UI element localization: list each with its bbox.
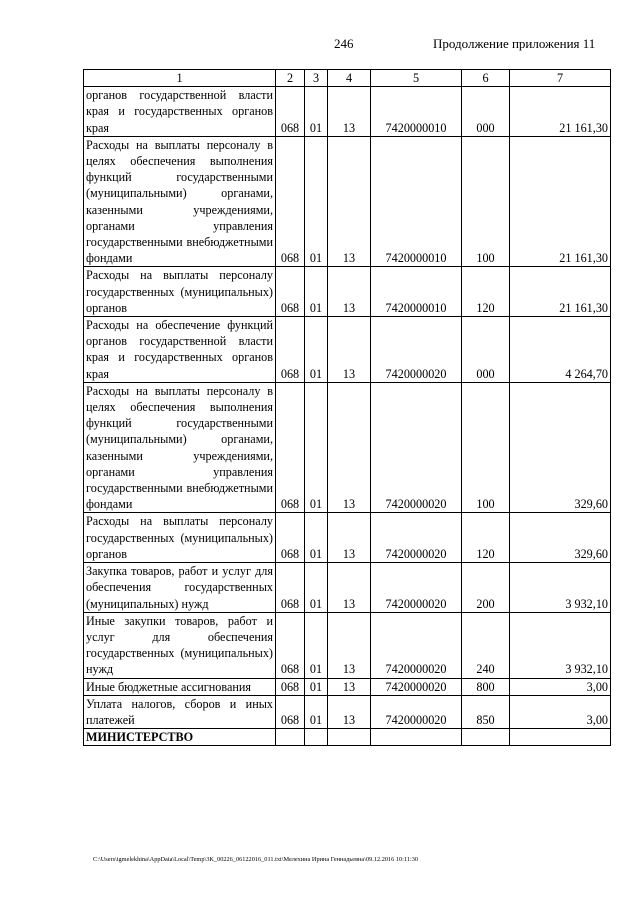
table-row xyxy=(84,136,611,267)
continuation-heading: Продолжение приложения 11 xyxy=(433,36,596,51)
page-number: 246 xyxy=(334,36,354,51)
cell-section: 01 xyxy=(305,317,328,383)
cell-section: 01 xyxy=(305,513,328,563)
cell-amount: 3 932,10 xyxy=(510,612,611,678)
cell-ministry-code: 068 xyxy=(276,136,305,267)
cell-target-article: 7420000020 xyxy=(371,563,462,613)
table-row xyxy=(84,317,611,383)
cell-expense-type: 100 xyxy=(462,382,510,513)
column-header: 2 xyxy=(276,70,305,87)
cell-ministry-code: 068 xyxy=(276,678,305,695)
cell-ministry-code: 068 xyxy=(276,695,305,728)
cell-subsection: 13 xyxy=(328,267,371,317)
column-header: 4 xyxy=(328,70,371,87)
cell-subsection: 13 xyxy=(328,513,371,563)
table-row xyxy=(84,729,611,746)
cell-empty xyxy=(305,729,328,746)
cell-subsection: 13 xyxy=(328,563,371,613)
column-header: 3 xyxy=(305,70,328,87)
row-name: Расходы на выплаты персоналу государственных (муниципальных) органов xyxy=(84,513,276,563)
budget-table xyxy=(83,69,611,746)
table-row xyxy=(84,695,611,728)
cell-subsection: 13 xyxy=(328,612,371,678)
cell-amount: 21 161,30 xyxy=(510,136,611,267)
row-name: Иные закупки товаров, работ и услуг для обеспечения государственных (муниципальных) нужд xyxy=(84,612,276,678)
table-row xyxy=(84,563,611,613)
cell-empty xyxy=(371,729,462,746)
row-name-ministry: МИНИСТЕРСТВО xyxy=(84,729,276,746)
cell-target-article: 7420000020 xyxy=(371,678,462,695)
row-name: Расходы на обеспечение функций органов государственной власти края и государственных органов края xyxy=(84,317,276,383)
cell-section: 01 xyxy=(305,678,328,695)
cell-amount: 21 161,30 xyxy=(510,267,611,317)
table-row xyxy=(84,382,611,513)
cell-subsection: 13 xyxy=(328,695,371,728)
cell-target-article: 7420000010 xyxy=(371,267,462,317)
cell-expense-type: 850 xyxy=(462,695,510,728)
cell-ministry-code: 068 xyxy=(276,267,305,317)
row-name: Расходы на выплаты персоналу государственных (муниципальных) органов xyxy=(84,267,276,317)
row-name: Расходы на выплаты персоналу в целях обеспечения выполнения функций государственными (муниципальными) органами, казенными учреждениями, органами управления государственными внебюджетными фондами xyxy=(84,382,276,513)
cell-subsection: 13 xyxy=(328,382,371,513)
cell-ministry-code: 068 xyxy=(276,87,305,137)
file-path-footer: C:\Users\igmelekhina\AppData\Local\Temp\3K_00226_06122016_011.txt\Мелехина Ирина Геннадьевна\09.12.2016 10:11:30 xyxy=(93,856,419,863)
cell-subsection: 13 xyxy=(328,87,371,137)
cell-target-article: 7420000010 xyxy=(371,136,462,267)
cell-expense-type: 000 xyxy=(462,317,510,383)
cell-ministry-code: 068 xyxy=(276,382,305,513)
table-row xyxy=(84,87,611,137)
row-name: Закупка товаров, работ и услуг для обеспечения государственных (муниципальных) нужд xyxy=(84,563,276,613)
cell-amount: 3,00 xyxy=(510,678,611,695)
cell-section: 01 xyxy=(305,695,328,728)
table-row xyxy=(84,513,611,563)
cell-ministry-code: 068 xyxy=(276,612,305,678)
cell-amount: 3 932,10 xyxy=(510,563,611,613)
table-row xyxy=(84,612,611,678)
column-header: 5 xyxy=(371,70,462,87)
cell-target-article: 7420000020 xyxy=(371,513,462,563)
column-header: 6 xyxy=(462,70,510,87)
cell-expense-type: 120 xyxy=(462,267,510,317)
column-header: 7 xyxy=(510,70,611,87)
cell-empty xyxy=(510,729,611,746)
row-name: Иные бюджетные ассигнования xyxy=(84,678,276,695)
cell-expense-type: 800 xyxy=(462,678,510,695)
cell-section: 01 xyxy=(305,267,328,317)
row-name: Уплата налогов, сборов и иных платежей xyxy=(84,695,276,728)
cell-expense-type: 200 xyxy=(462,563,510,613)
cell-amount: 329,60 xyxy=(510,382,611,513)
cell-amount: 329,60 xyxy=(510,513,611,563)
table-row xyxy=(84,678,611,695)
cell-subsection: 13 xyxy=(328,136,371,267)
cell-expense-type: 120 xyxy=(462,513,510,563)
cell-expense-type: 100 xyxy=(462,136,510,267)
cell-subsection: 13 xyxy=(328,678,371,695)
table-row xyxy=(84,267,611,317)
cell-ministry-code: 068 xyxy=(276,317,305,383)
cell-amount: 21 161,30 xyxy=(510,87,611,137)
cell-expense-type: 000 xyxy=(462,87,510,137)
cell-empty xyxy=(276,729,305,746)
cell-section: 01 xyxy=(305,87,328,137)
cell-section: 01 xyxy=(305,136,328,267)
cell-target-article: 7420000020 xyxy=(371,382,462,513)
cell-target-article: 7420000020 xyxy=(371,317,462,383)
cell-section: 01 xyxy=(305,382,328,513)
cell-ministry-code: 068 xyxy=(276,513,305,563)
cell-section: 01 xyxy=(305,563,328,613)
row-name: Расходы на выплаты персоналу в целях обеспечения выполнения функций государственными (муниципальными) органами, казенными учреждениями, органами управления государственными внебюджетными фондами xyxy=(84,136,276,267)
cell-target-article: 7420000010 xyxy=(371,87,462,137)
cell-empty xyxy=(462,729,510,746)
table-header-row xyxy=(84,70,611,87)
cell-amount: 3,00 xyxy=(510,695,611,728)
cell-target-article: 7420000020 xyxy=(371,612,462,678)
cell-amount: 4 264,70 xyxy=(510,317,611,383)
column-header: 1 xyxy=(84,70,276,87)
cell-empty xyxy=(328,729,371,746)
cell-ministry-code: 068 xyxy=(276,563,305,613)
row-name: органов государственной власти края и государственных органов края xyxy=(84,87,276,137)
cell-target-article: 7420000020 xyxy=(371,695,462,728)
cell-expense-type: 240 xyxy=(462,612,510,678)
cell-section: 01 xyxy=(305,612,328,678)
cell-subsection: 13 xyxy=(328,317,371,383)
